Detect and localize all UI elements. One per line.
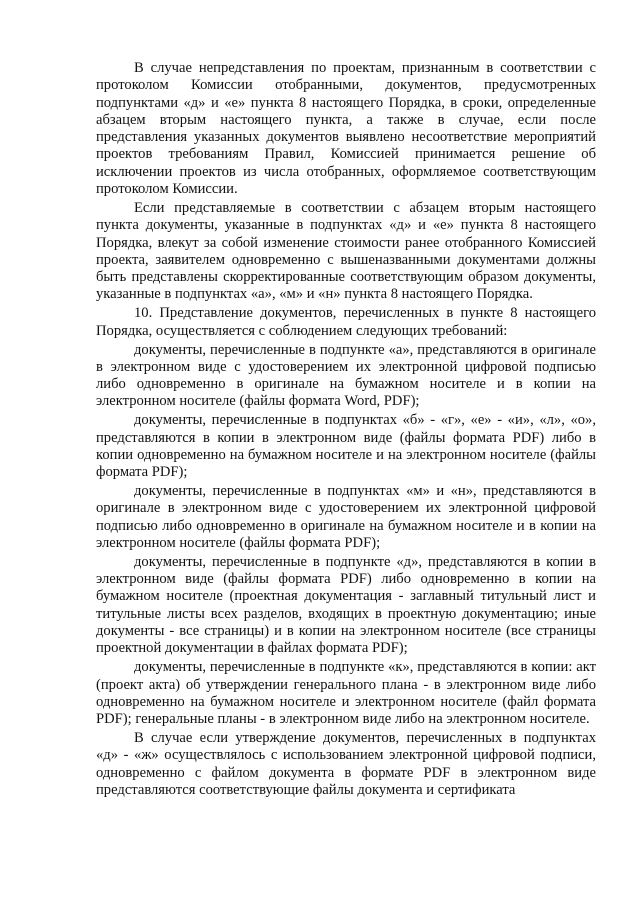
paragraph-subitem-d: документы, перечисленные в подпункте «д», представляются в копии в электронном виде (файлы формата PDF) либо одновременно в копии на бумажном носителе (проектная документация - заглавный титульный лист и титульные листы всех разделов, входящих в проектную документацию; иные документы - все страницы) и в копии на электронном носителе (все страницы проектной документации в файлах формата PDF); <box>96 553 596 657</box>
paragraph-subitem-a: документы, перечисленные в подпункте «а», представляются в оригинале в электронном виде с удостоверением их электронной цифровой подписью либо одновременно в оригинале на бумажном носителе и в копии на электронном носителе (файлы формата Word, PDF); <box>96 341 596 410</box>
paragraph-digital-signature: В случае если утверждение документов, перечисленных в подпунктах «д» - «ж» осуществлялось с использованием электронной цифровой подписи, одновременно с файлом документа в формате PDF в электронном виде представляются соответствующие файлы документа и сертификата <box>96 730 596 798</box>
paragraph-subitems-b-o: документы, перечисленные в подпунктах «б» - «г», «е» - «и», «л», «о», представляются в копии в электронном виде (файлы формата PDF) либо в копии одновременно на бумажном носителе и на электронном носителе (файлы формата PDF); <box>96 412 596 481</box>
paragraph-subitems-m-n: документы, перечисленные в подпунктах «м» и «н», представляются в оригинале в электронном виде с удостоверением их электронной цифровой подписью либо одновременно в оригинале на бумажном носителе и в копии на электронном носителе (файлы формата PDF); <box>96 483 596 551</box>
paragraph-subitem-k: документы, перечисленные в подпункте «к», представляются в копии: акт (проект акта) об утверждении генерального плана - в электронном виде либо одновременно на бумажном носителе и электронном носителе (файл формата PDF); генеральные планы - в электронном виде либо на электронном носителе. <box>96 659 596 728</box>
paragraph-cost-change: Если представляемые в соответствии с абзацем вторым настоящего пункта документы, указанные в подпунктах «д» и «е» пункта 8 настоящего Порядка, влекут за собой изменение стоимости ранее отобранного Комиссией проекта, заявителем одновременно с вышеназванными документами должны быть представлены скорректированные соответствующим образом документы, указанные в подпунктах «а», «м» и «н» пункта 8 настоящего Порядка. <box>96 199 596 303</box>
document-page <box>96 60 596 801</box>
paragraph-exclusion-decision: В случае непредставления по проектам, признанным в соответствии с протоколом Комиссии отобранными, документов, предусмотренных подпунктами «д» и «е» пункта 8 настоящего Порядка, в сроки, определенные абзацем вторым настоящего пункта, а также в случае, если после представления указанных документов выявлено несоответствие мероприятий проектов требованиям Правил, Комиссией принимается решение об исключении проектов из числа отобранных, оформляемое соответствующим протоколом Комиссии. <box>96 60 596 198</box>
paragraph-section-10-intro: 10. Представление документов, перечисленных в пункте 8 настоящего Порядка, осуществляется с соблюдением следующих требований: <box>96 305 596 339</box>
